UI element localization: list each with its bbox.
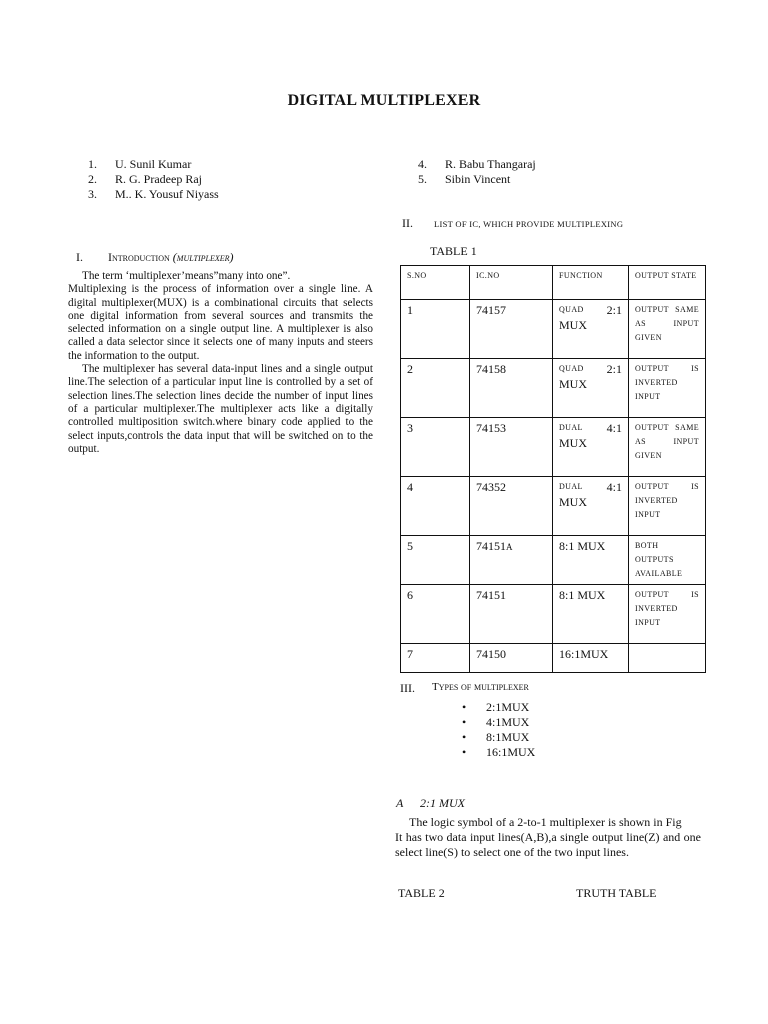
cell-function: QUAD 2:1 MUX <box>553 300 629 359</box>
cell-ic: 74151A <box>470 536 553 585</box>
cell-output: BOTH OUTPUTS AVAILABLE <box>629 536 706 585</box>
table-row <box>401 644 706 673</box>
subsection-a-heading: A 2:1 MUX <box>396 796 465 810</box>
cell-output: OUTPUT SAME AS INPUT GIVEN <box>629 300 706 359</box>
table-row <box>401 300 706 359</box>
cell-ic: 74158 <box>470 359 553 418</box>
cell-sno: 2 <box>401 359 470 418</box>
cell-sno: 1 <box>401 300 470 359</box>
subsection-a-text: The logic symbol of a 2-to-1 multiplexer is shown in Fig It has two data input lines(A,B),a single output line(Z) and one select line(S) to select one of the two input lines. <box>395 815 701 859</box>
cell-output <box>629 644 706 673</box>
author-item: 1. U. Sunil Kumar <box>88 157 192 171</box>
cell-function: 16:1MUX <box>553 644 629 673</box>
header-icno: IC.NO <box>470 266 553 300</box>
cell-ic: 74352 <box>470 477 553 536</box>
cell-ic: 74157 <box>470 300 553 359</box>
cell-function: 8:1 MUX <box>553 585 629 644</box>
cell-function: DUAL 4:1 MUX <box>553 418 629 477</box>
table-2-label: TABLE 2 <box>398 886 445 900</box>
cell-output: OUTPUT SAME AS INPUT GIVEN <box>629 418 706 477</box>
cell-sno: 3 <box>401 418 470 477</box>
cell-sno: 5 <box>401 536 470 585</box>
cell-ic: 74150 <box>470 644 553 673</box>
author-list-right <box>418 157 536 187</box>
list-item: • 16:1MUX <box>462 745 536 759</box>
intro-para-1: Multiplexing is the process of information over a single line. A digital multiplexer(MUX) is a combinational circuits that selects one digital information from several sources and transmits the selected information on a single output line. A multiplexer is also called a data selector since it selects one of many inputs and steers the information to the output. <box>68 283 373 362</box>
table-row <box>401 418 706 477</box>
cell-sno: 7 <box>401 644 470 673</box>
cell-function: DUAL 4:1 MUX <box>553 477 629 536</box>
mux-type-list <box>462 700 535 760</box>
header-sno: S.NO <box>401 266 470 300</box>
cell-ic: 74153 <box>470 418 553 477</box>
section-3-heading: III. Types of multiplexer <box>400 681 529 695</box>
table-header-row <box>401 266 706 300</box>
cell-function: QUAD 2:1 MUX <box>553 359 629 418</box>
author-list-left <box>88 157 219 202</box>
intro-para-1-line1: The term ‘multiplexer’means”many into one”. <box>82 270 291 282</box>
paper-title: DIGITAL MULTIPLEXER <box>287 92 481 109</box>
truth-table-label: TRUTH TABLE <box>576 886 657 900</box>
author-item: 3. M.. K. Yousuf Niyass <box>88 187 219 201</box>
table-row <box>401 477 706 536</box>
cell-sno: 6 <box>401 585 470 644</box>
header-output-state: OUTPUT STATE <box>629 266 706 300</box>
author-item: 5. Sibin Vincent <box>418 172 511 186</box>
cell-output: OUTPUT IS INVERTED INPUT <box>629 477 706 536</box>
table-row <box>401 585 706 644</box>
intro-para-2: The multiplexer has several data-input lines and a single output line.The selection of a particular input line is controlled by a set of selection lines.The selection lines decide the number of input lines of a particular multiplexer.The multiplexer acts like a digitally controlled multiposition switch.where binary code applied to the select inputs,controls the data input that will be switched on to the output. <box>68 363 373 455</box>
section-1-heading: I. Introduction (multiplexer) <box>76 250 234 264</box>
cell-output: OUTPUT IS INVERTED INPUT <box>629 585 706 644</box>
section-2-heading: II. LIST OF IC, WHICH PROVIDE MULTIPLEXING <box>402 216 624 230</box>
header-function: FUNCTION <box>553 266 629 300</box>
cell-output: OUTPUT IS INVERTED INPUT <box>629 359 706 418</box>
list-item: • 2:1MUX <box>462 700 530 714</box>
intro-text <box>68 270 373 456</box>
author-item: 4. R. Babu Thangaraj <box>418 157 536 171</box>
table-1-label: TABLE 1 <box>430 244 477 258</box>
cell-function: 8:1 MUX <box>553 536 629 585</box>
table-row <box>401 359 706 418</box>
cell-sno: 4 <box>401 477 470 536</box>
cell-ic: 74151 <box>470 585 553 644</box>
list-item: • 8:1MUX <box>462 730 530 744</box>
ic-table <box>400 265 706 673</box>
author-item: 2. R. G. Pradeep Raj <box>88 172 202 186</box>
table-row <box>401 536 706 585</box>
list-item: • 4:1MUX <box>462 715 530 729</box>
